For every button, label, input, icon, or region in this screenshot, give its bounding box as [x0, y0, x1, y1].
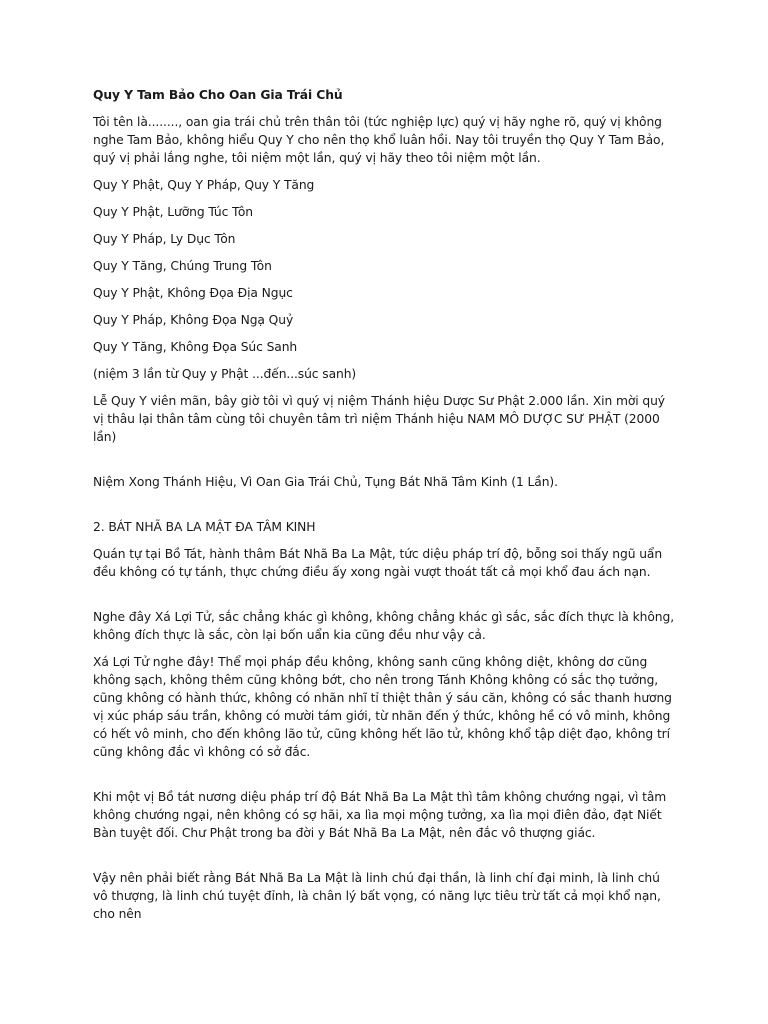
intro-paragraph: Tôi tên là........, oan gia trái chủ trên thân tôi (tức nghiệp lực) quý vị hãy nghe rõ, quý vị không nghe Tam Bảo, không hiểu Quy Y cho nên thọ khổ luân hồi. Nay tôi truyền thọ Quy Y Tam Bảo, quý vị phải lắng nghe, tôi niệm một lần, quý vị hãy theo tôi niệm một lần.: [93, 115, 665, 165]
sutra-paragraph: Quán tự tại Bồ Tát, hành thâm Bát Nhã Ba La Mật, tức diệu pháp trí độ, bỗng soi thấy ngũ uẩn đều không có tự tánh, thực chứng điều ấy xong ngài vượt thoát tất cả mọi khổ đau ách nạn.: [93, 547, 663, 579]
refuge-instruction: (niệm 3 lần từ Quy y Phật ...đến...súc sanh): [93, 367, 357, 381]
blank-line: [93, 455, 678, 473]
refuge-line: Quy Y Pháp, Không Đọa Ngạ Quỷ: [93, 313, 294, 327]
completion-paragraph: Lễ Quy Y viên mãn, bây giờ tôi vì quý vị niệm Thánh hiệu Dược Sư Phật 2.000 lần. Xin mời quý vị thâu lại thân tâm cùng tôi chuyên tâm trì niệm Thánh hiệu NAM MÔ DƯỢC SƯ PHẬT (2000 lần): [93, 394, 665, 444]
refuge-line: Quy Y Phật, Quy Y Pháp, Quy Y Tăng: [93, 178, 315, 192]
sutra-paragraph: Xá Lợi Tử nghe đây! Thể mọi pháp đều không, không sanh cũng không diệt, không dơ cũng không sạch, không thêm cũng không bớt, cho nên trong Tánh Không không có sắc thọ tưởng, cũng không có hành thức, không có nhãn nhĩ tỉ thiệt thân ý sáu căn, không có sắc thanh hương vị xúc pháp sáu trần, không có mười tám giới, từ nhãn đến ý thức, không hề có vô minh, không có hết vô minh, cho đến không lão tử, cũng không hết lão tử, không khổ tập diệt đạo, không trí cũng không đắc vì không có sở đắc.: [93, 655, 672, 759]
refuge-line: Quy Y Pháp, Ly Dục Tôn: [93, 232, 236, 246]
sutra-paragraph: Khi một vị Bồ tát nương diệu pháp trí độ Bát Nhã Ba La Mật thì tâm không chướng ngại, vì tâm không chướng ngại, nên không có sợ hãi, xa lìa mọi mộng tưởng, xa lìa mọi điên đảo, đạt Niết Bàn tuyệt đối. Chư Phật trong ba đời y Bát Nhã Ba La Mật, nên đắc vô thượng giác.: [93, 790, 667, 840]
sutra-paragraph: Nghe đây Xá Lợi Tử, sắc chẳng khác gì không, không chẳng khác gì sắc, sắc đích thực là không, không đích thực là sắc, còn lại bốn uẩn kia cũng đều như vậy cả.: [93, 610, 675, 642]
refuge-line: Quy Y Phật, Không Đọa Địa Ngục: [93, 286, 293, 300]
blank-line: [93, 770, 678, 788]
refuge-line: Quy Y Phật, Lưỡng Túc Tôn: [93, 205, 253, 219]
sutra-paragraph: Vậy nên phải biết rằng Bát Nhã Ba La Mật là linh chú đại thần, là linh chí đại minh, là linh chú vô thượng, là linh chú tuyệt đỉnh, là chân lý bất vọng, có năng lực tiêu trừ tất cả mọi khổ nạn, cho nên: [93, 871, 661, 921]
after-chant-line: Niệm Xong Thánh Hiệu, Vì Oan Gia Trái Chủ, Tụng Bát Nhã Tâm Kinh (1 Lần).: [93, 475, 558, 489]
document-page: [93, 86, 678, 932]
blank-line: [93, 500, 678, 518]
refuge-line: Quy Y Tăng, Không Đọa Súc Sanh: [93, 340, 298, 354]
refuge-line: Quy Y Tăng, Chúng Trung Tôn: [93, 259, 272, 273]
blank-line: [93, 590, 678, 608]
document-title: Quy Y Tam Bảo Cho Oan Gia Trái Chủ: [93, 88, 343, 102]
sutra-heading: 2. BÁT NHÃ BA LA MẬT ĐA TÂM KINH: [93, 520, 316, 534]
blank-line: [93, 851, 678, 869]
